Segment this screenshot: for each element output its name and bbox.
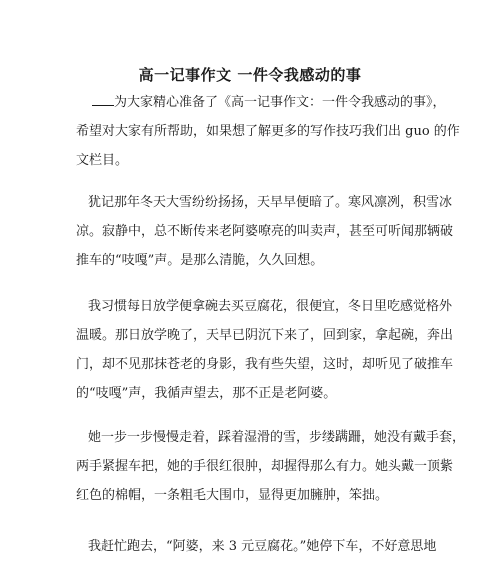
document-title: 高一记事作文 一件令我感动的事: [138, 66, 362, 84]
body-paragraph-4: [76, 532, 436, 561]
intro-line-3: 文栏目。: [76, 153, 129, 168]
blank-underline: [92, 91, 114, 106]
paragraph-line: 温暖。那日放学晚了，天早已阴沉下来了，回到家，拿起碗，奔出: [76, 328, 454, 343]
body-paragraph-1: [76, 188, 454, 275]
intro-line-1: [76, 88, 446, 117]
paragraph-line: 她一步一步慢慢走着，踩着湿滑的雪，步缕蹒跚，她没有戴手套，: [88, 430, 466, 445]
paragraph-line: 门，却不见那抹苍老的身影，我有些失望，这时，却听见了破推车: [76, 357, 454, 372]
intro-line-1-text: 为大家精心准备了《高一记事作文：一件令我感动的事》，: [114, 95, 446, 110]
paragraph-line: 犹记那年冬天大雪纷纷扬扬，天早早便暗了。寒风凛冽，积雪冰: [88, 195, 453, 210]
paragraph-line: 两手紧握车把，她的手很红很肿，却握得那么有力。她头戴一顶紫: [76, 459, 454, 474]
body-paragraph-3: [76, 423, 466, 510]
body-paragraph-2: [76, 292, 454, 408]
intro-line-2: 希望对大家有所帮助，如果想了解更多的写作技巧我们出 guo 的作: [76, 124, 460, 139]
intro-paragraph: [76, 88, 460, 175]
paragraph-line: 我赶忙跑去，“阿婆，来 3 元豆腐花。”她停下车，不好意思地: [88, 539, 437, 554]
paragraph-line: 我习惯每日放学便拿碗去买豆腐花，很便宜，冬日里吃感觉格外: [88, 299, 453, 314]
paragraph-line: 红色的棉帽，一条粗毛大围巾，显得更加臃肿，笨拙。: [76, 488, 389, 503]
paragraph-line: 凉。寂静中，总不断传来老阿婆嘹亮的叫卖声，甚至可听闻那辆破: [76, 224, 454, 239]
paragraph-line: 推车的“吱嘎”声。是那么清脆，久久回想。: [76, 253, 324, 268]
paragraph-line: 的“吱嘎”声，我循声望去，那不正是老阿婆。: [76, 386, 337, 401]
